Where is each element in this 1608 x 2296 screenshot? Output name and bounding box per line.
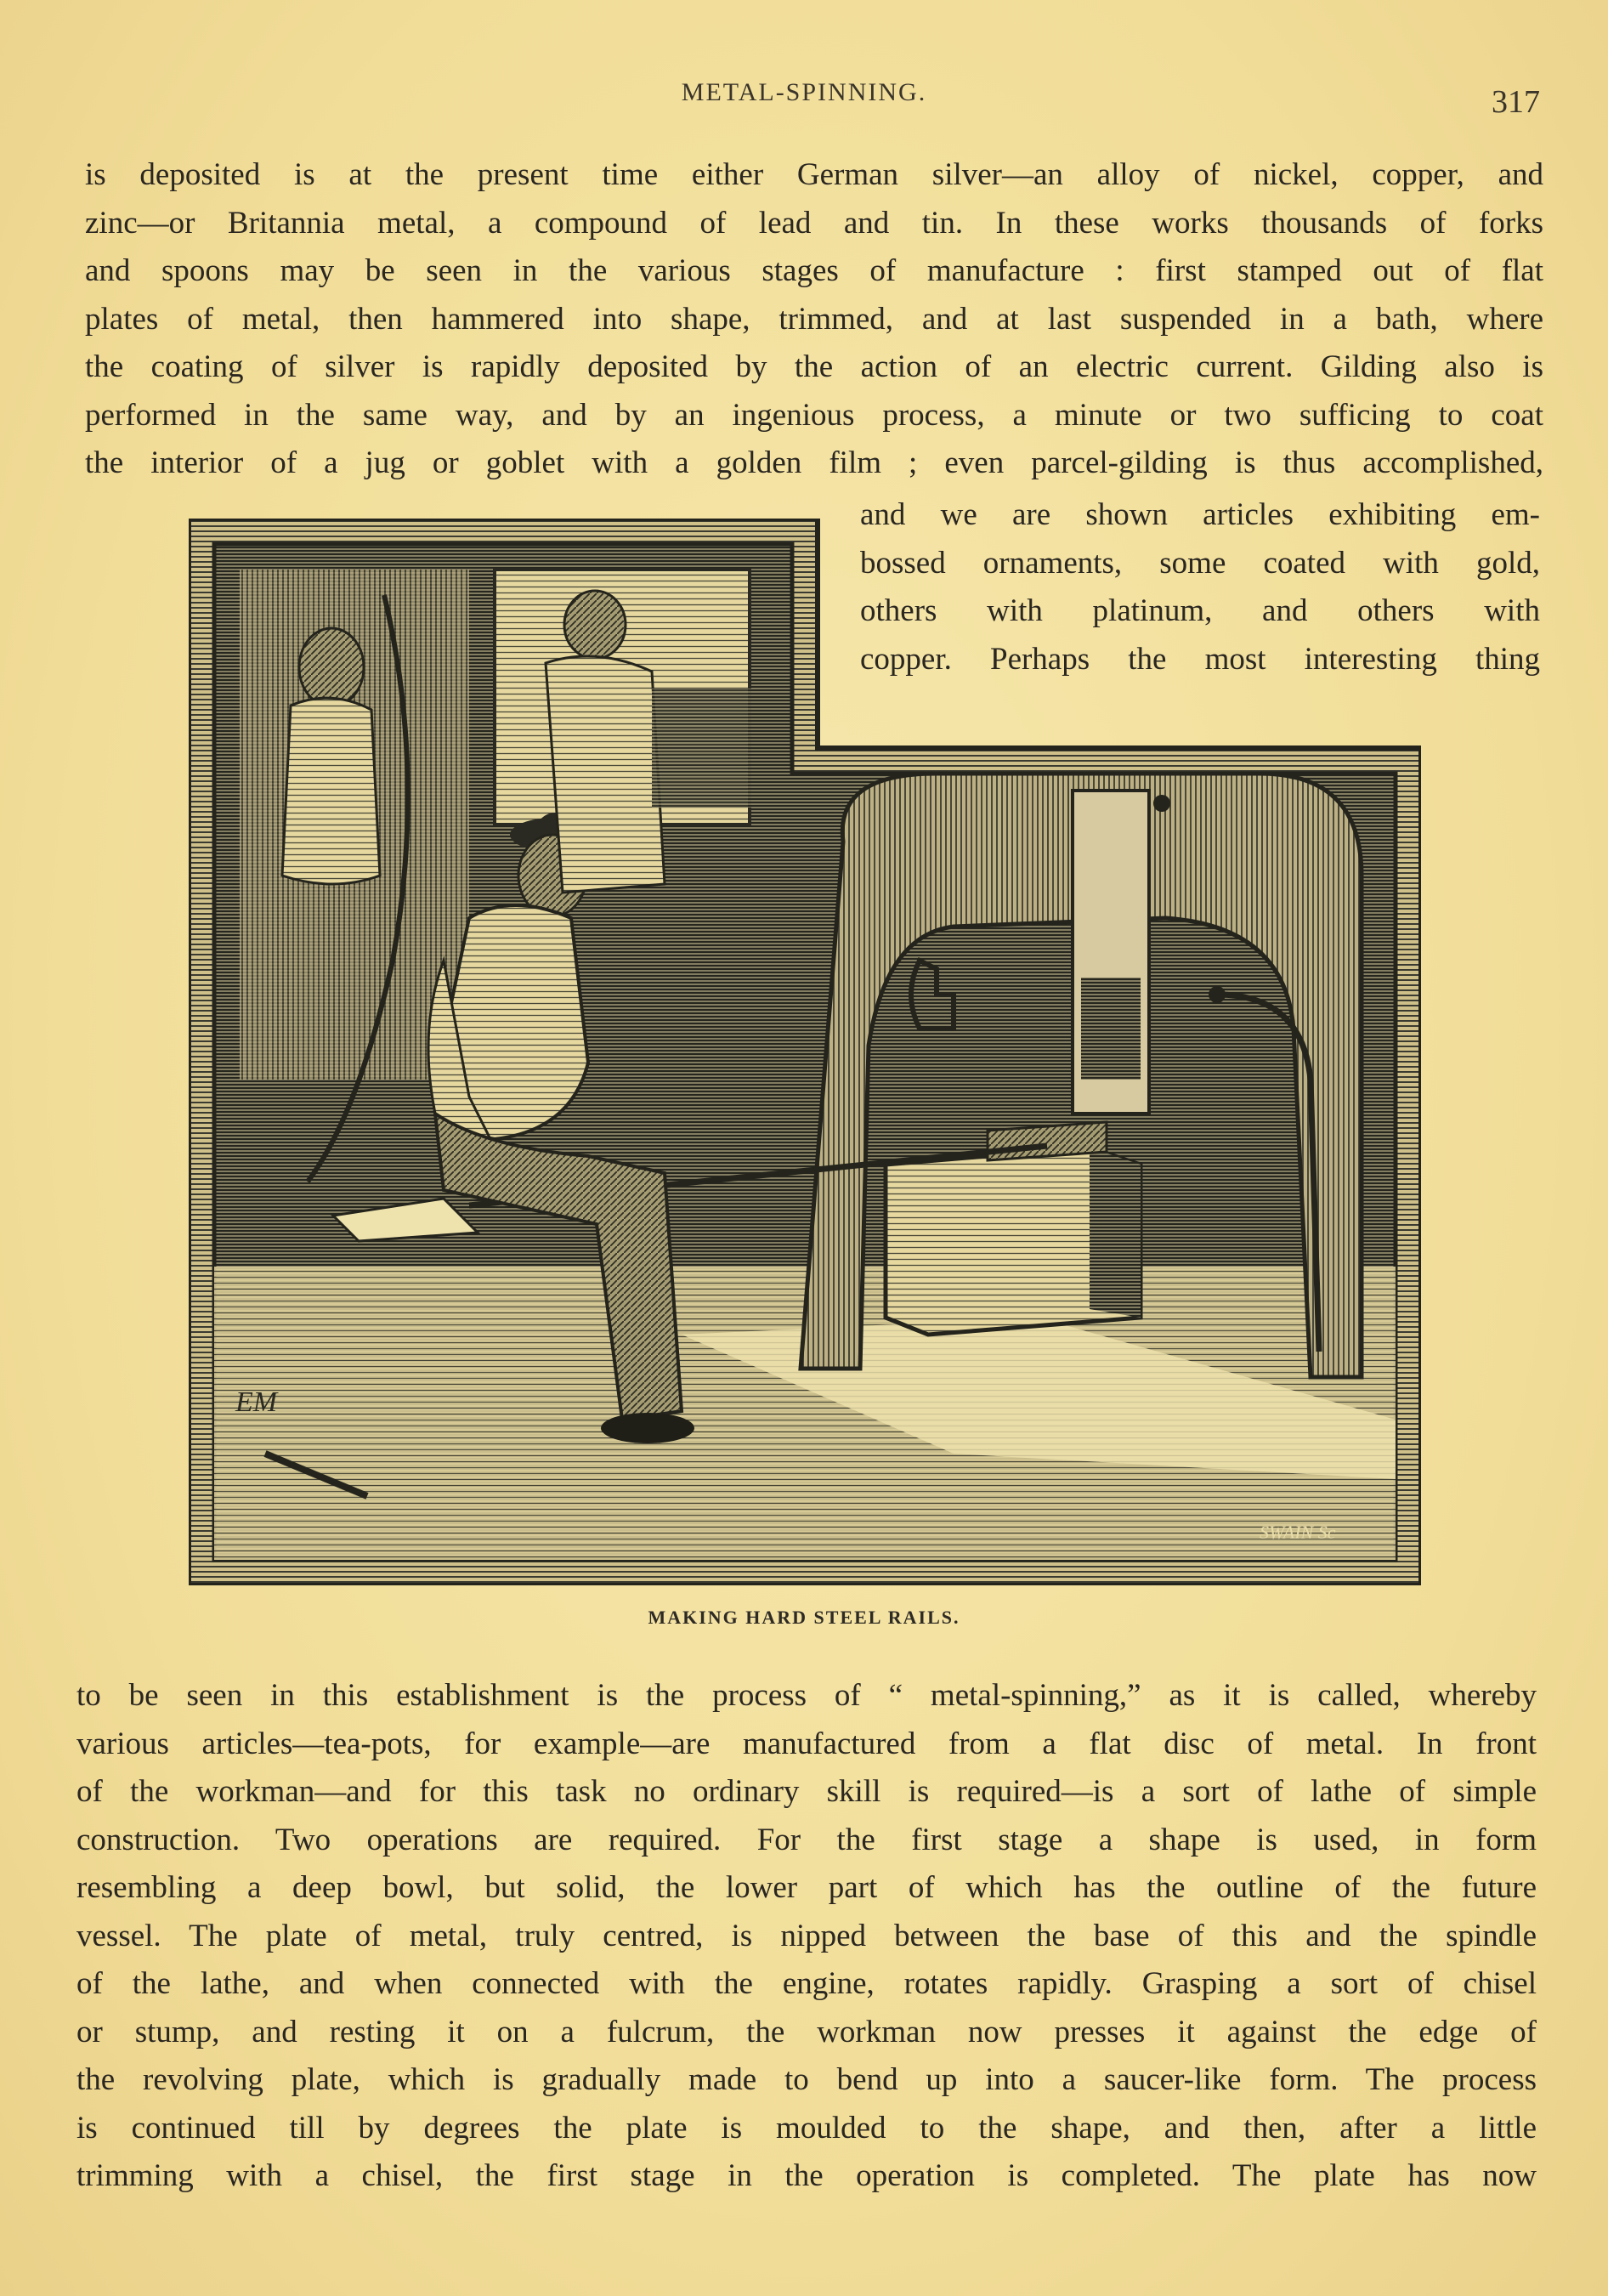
page-number: 317	[1492, 84, 1540, 120]
text-line: various articles—tea-pots, for example—are manufactured from a flat disc of metal. In front	[76, 1726, 1537, 1761]
engraver-signature: SWAIN Sc	[1260, 1522, 1336, 1543]
text-line: the revolving plate, which is gradually made to bend up into a saucer-like form. The process	[76, 2062, 1537, 2097]
engraving-illustration	[189, 519, 1421, 1585]
text-line: or stump, and resting it on a fulcrum, the workman now presses it against the edge of	[76, 2014, 1537, 2049]
text-line: to be seen in this establishment is the process of “ metal-spinning,” as it is called, whereby	[76, 1678, 1537, 1713]
text-line: bossed ornaments, some coated with gold,	[860, 545, 1540, 581]
engraver-monogram: EM	[235, 1386, 278, 1418]
text-line: copper. Perhaps the most interesting thing	[860, 641, 1540, 677]
text-line: and we are shown articles exhibiting em-	[860, 497, 1540, 532]
text-line: vessel. The plate of metal, truly centred, is nipped between the base of this and the spindle	[76, 1918, 1537, 1953]
text-line: the interior of a jug or goblet with a golden film ; even parcel-gilding is thus accomplished,	[85, 445, 1543, 480]
text-line: zinc—or Britannia metal, a compound of lead and tin. In these works thousands of forks	[85, 205, 1543, 241]
text-line: resembling a deep bowl, but solid, the lower part of which has the outline of the future	[76, 1870, 1537, 1905]
paragraph-top	[85, 151, 1543, 488]
text-line: of the workman—and for this task no ordinary skill is required—is a sort of lathe of simple	[76, 1774, 1537, 1809]
text-line: of the lathe, and when connected with the engine, rotates rapidly. Grasping a sort of chisel	[76, 1966, 1537, 2001]
text-line: the coating of silver is rapidly deposited by the action of an electric current. Gilding also is	[85, 349, 1543, 384]
text-line: performed in the same way, and by an ingenious process, a minute or two sufficing to coat	[85, 397, 1543, 433]
text-line: construction. Two operations are required. For the first stage a shape is used, in form	[76, 1822, 1537, 1857]
text-line: is continued till by degrees the plate is moulded to the shape, and then, after a little	[76, 2110, 1537, 2146]
running-title: METAL-SPINNING.	[681, 78, 927, 106]
illustration-caption: MAKING HARD STEEL RAILS.	[648, 1607, 960, 1628]
text-line: others with platinum, and others with	[860, 593, 1540, 628]
text-line: and spoons may be seen in the various stages of manufacture : first stamped out of flat	[85, 253, 1543, 288]
text-line: is deposited is at the present time either German silver—an alloy of nickel, copper, and	[85, 157, 1543, 192]
text-line: trimming with a chisel, the first stage in the operation is completed. The plate has now	[76, 2158, 1537, 2193]
paragraph-bottom	[76, 1672, 1537, 2201]
text-line: plates of metal, then hammered into shape, trimmed, and at last suspended in a bath, where	[85, 301, 1543, 337]
